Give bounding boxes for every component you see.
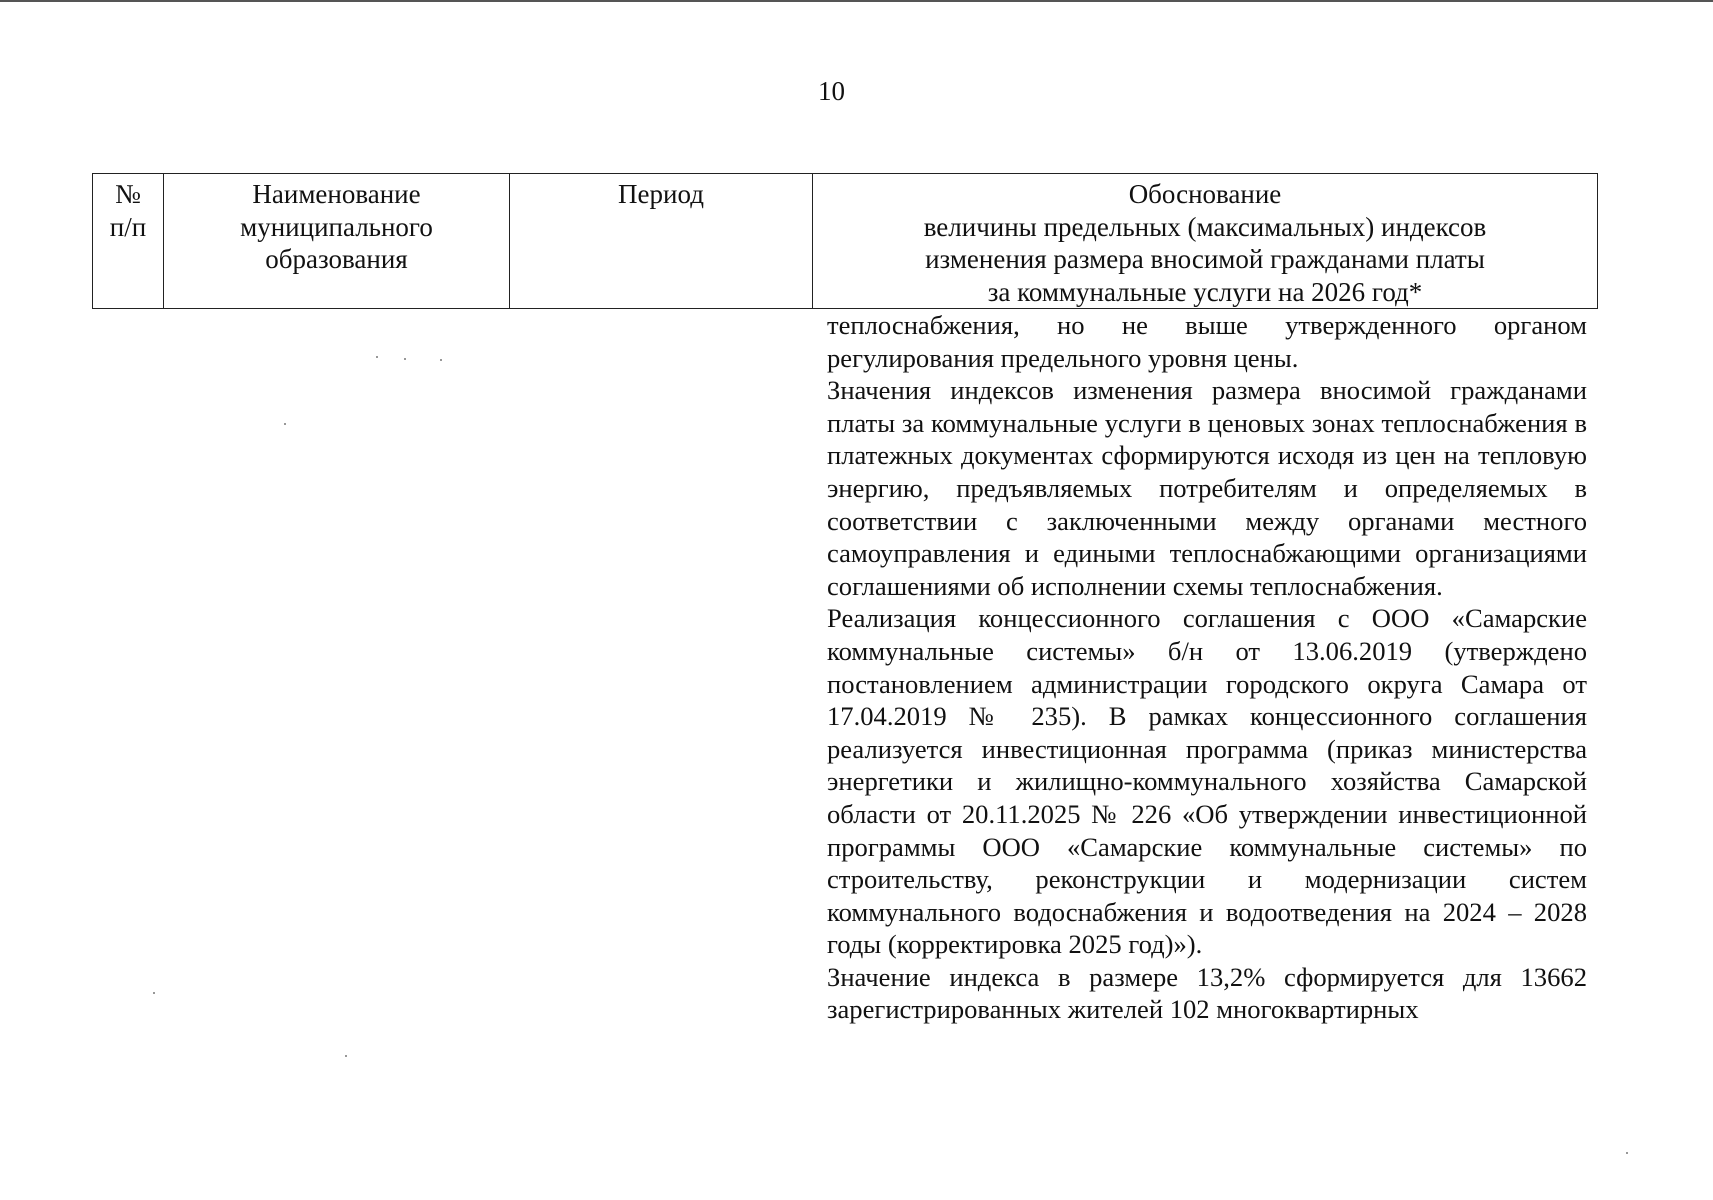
header-cell-justification: Обоснование величины предельных (максимальных) индексов изменения размера вносимой гражданами платы за коммунальные услуги на 2026 год*	[813, 174, 1598, 309]
paragraph: Значения индексов изменения размера вносимой гражданами платы за коммунальные услуги в ценовых зонах теплоснабжения в платежных документах сформируются исходя из цен на тепловую энергию, предъявляемых потребителям и определяемых в соответствии с заключенными между органами местного самоуправления и едиными теплоснабжающими организациями соглашениями об исполнении схемы теплоснабжения.	[827, 375, 1587, 601]
scan-speck	[153, 992, 155, 994]
scan-speck	[284, 423, 286, 425]
header-row	[93, 174, 1598, 309]
paragraph: Реализация концессионного соглашения с ООО «Самарские коммунальные системы» б/н от 13.06.2019 (утверждено постановлением администрации городского округа Самара от 17.04.2019 № 235). В рамках концессионного соглашения реализуется инвестиционная программа (приказ министерства энергетики и жилищно-коммунального хозяйства Самарской области от 20.11.2025 № 226 «Об утверждении инвестиционной программы ООО «Самарские коммунальные системы» по строительству, реконструкции и модернизации систем коммунального водоснабжения и водоотведения на 2024 – 2028 годы (корректировка 2025 год)»).	[827, 603, 1587, 960]
page-number: 10	[818, 76, 845, 106]
top-border-line	[0, 0, 1713, 2]
scan-speck	[404, 358, 406, 360]
header-cell-municipality: Наименование муниципального образования	[164, 174, 510, 309]
scan-speck	[440, 359, 442, 361]
scan-speck	[1626, 1152, 1628, 1154]
paragraph: Значение индекса в размере 13,2% сформируется для 13662 зарегистрированных жителей 102 многоквартирных	[827, 961, 1587, 1025]
paragraph: теплоснабжения, но не выше утвержденного органом регулирования предельного уровня цены.	[827, 310, 1587, 373]
header-cell-period: Период	[510, 174, 813, 309]
scan-speck	[345, 1055, 347, 1057]
header-table	[92, 173, 1598, 309]
justification-text	[827, 309, 1587, 1026]
header-cell-number: № п/п	[93, 174, 164, 309]
scan-speck	[376, 356, 378, 358]
